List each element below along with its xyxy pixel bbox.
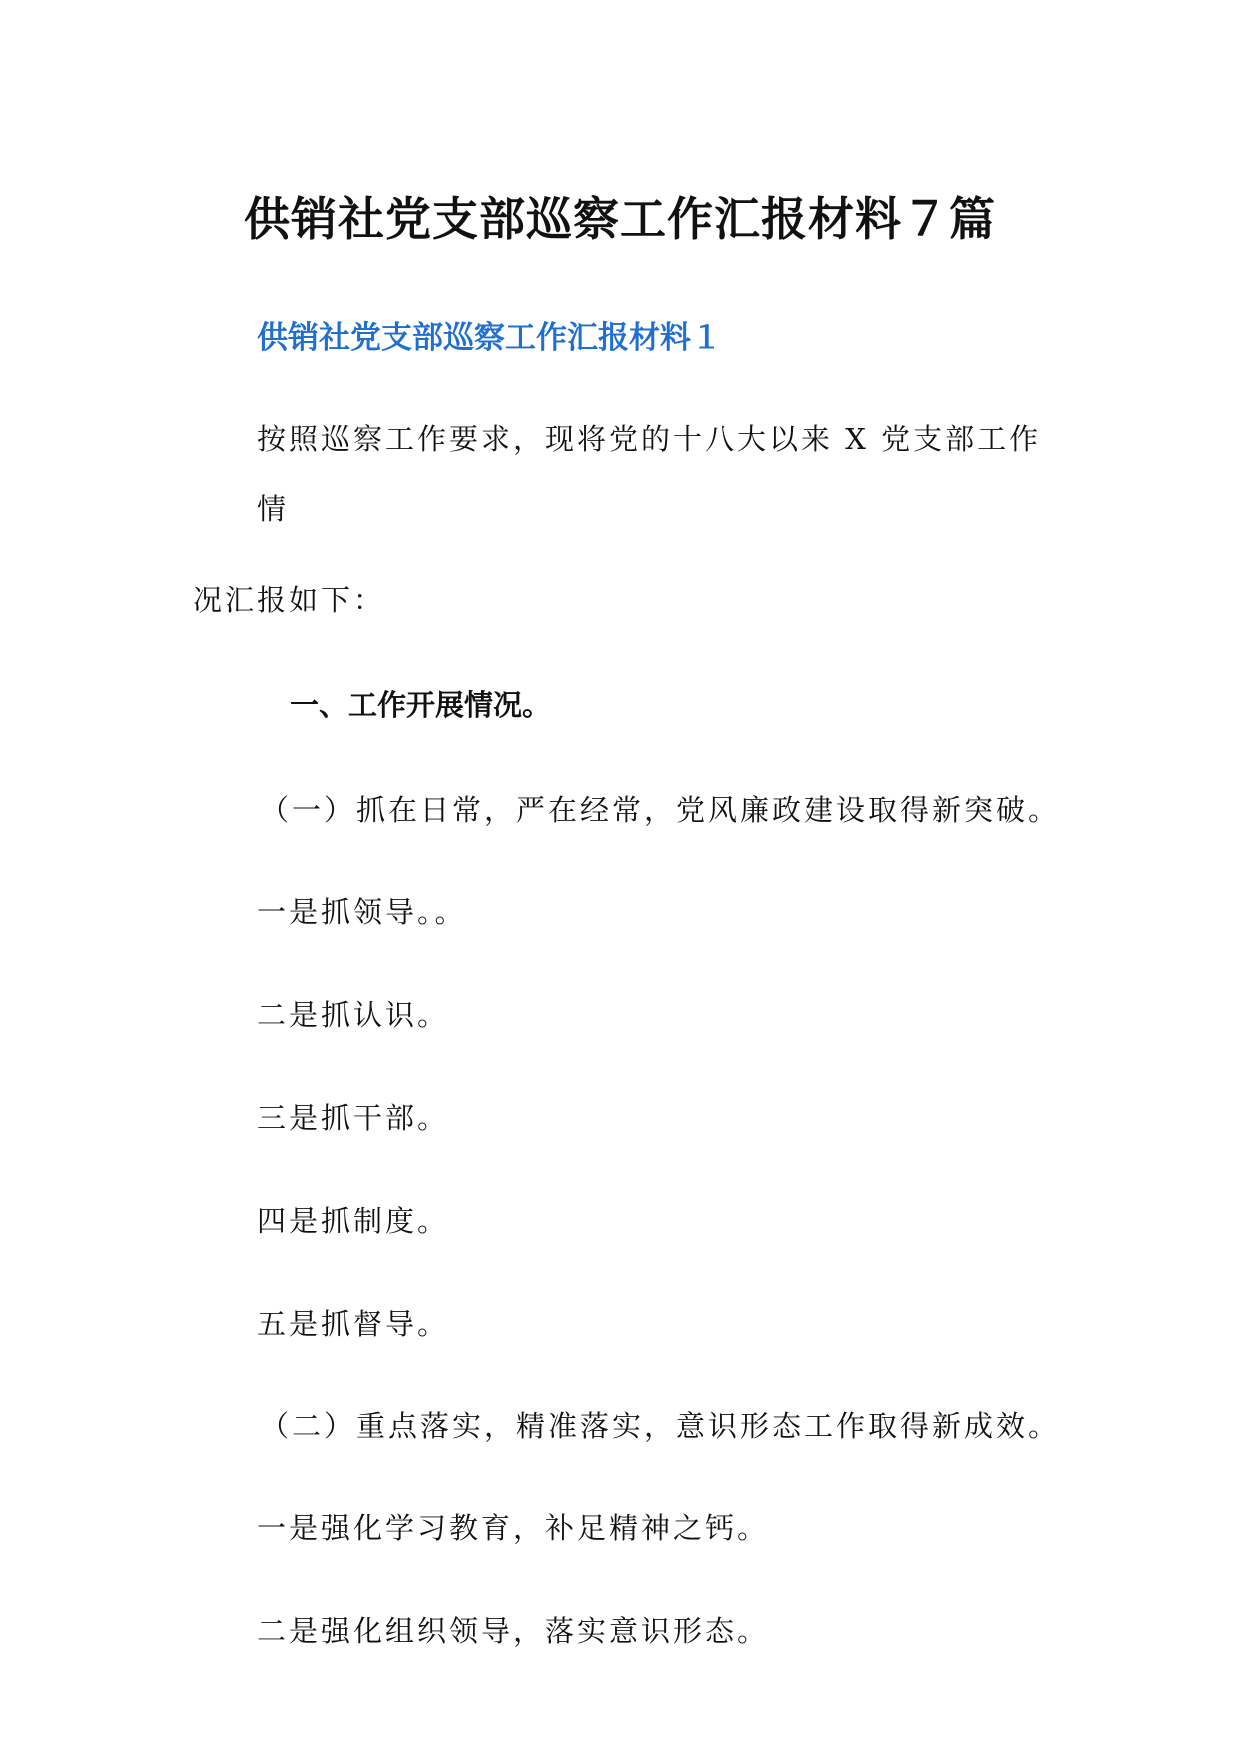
list-item: 四是抓制度。 [257,1204,450,1238]
part-heading-2: （二）重点落实，精准落实，意识形态工作取得新成效。 [260,1409,1061,1443]
list-item: 二是强化组织领导，落实意识形态。 [257,1614,770,1648]
list-item: 二是抓认识。 [257,998,450,1032]
intro-paragraph-line-2: 情 [257,492,290,526]
list-item: 五是抓督导。 [257,1307,450,1341]
document-title: 供销社党支部巡察工作汇报材料７篇 [244,192,996,246]
section-heading-work-progress: 一、工作开展情况。 [290,688,552,722]
list-item: 一是抓领导。。 [257,895,467,929]
intro-paragraph-line-3: 况汇报如下： [193,583,386,617]
list-item: 一是强化学习教育，补足精神之钙。 [257,1511,770,1545]
part-heading-1: （一）抓在日常，严在经常，党风廉政建设取得新突破。 [260,793,1061,827]
list-item: 三是抓干部。 [257,1101,450,1135]
intro-paragraph-line-1: 按照巡察工作要求，现将党的十八大以来 X 党支部工作 [257,422,1042,456]
document-subtitle: 供销社党支部巡察工作汇报材料１ [257,320,722,356]
